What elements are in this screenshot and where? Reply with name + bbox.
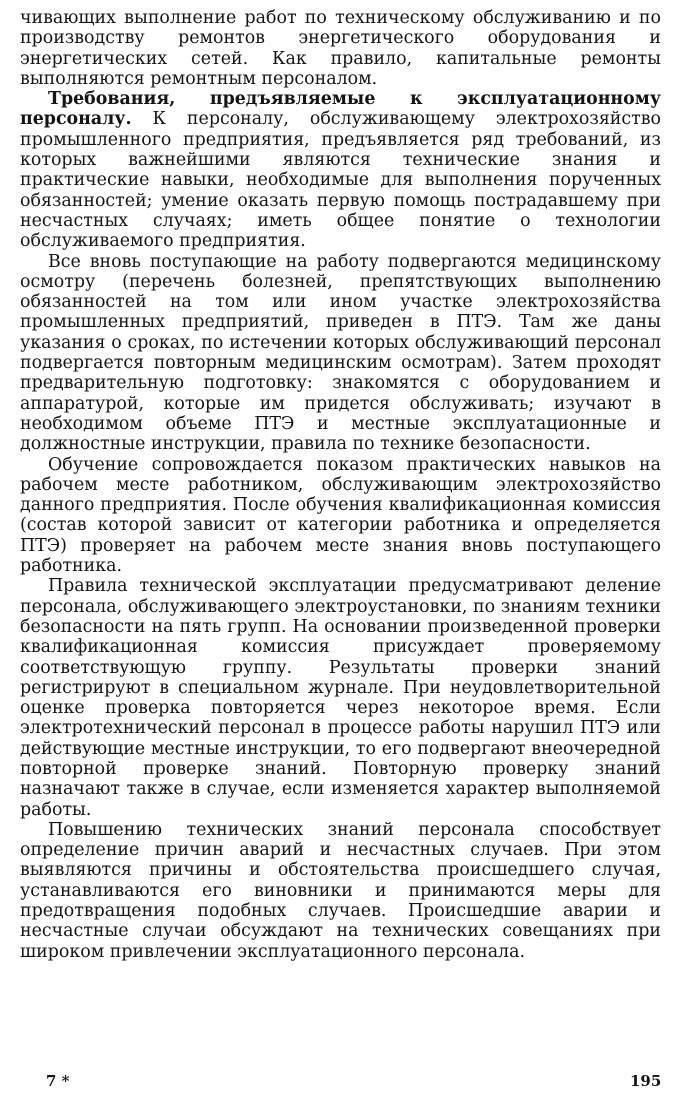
paragraph-4: Обучение сопровождается показом практических навыков на рабочем месте работником, обслуживающим электрохозяйство данного предприятия. После обучения квалификационная комиссия (состав которой зависит от категории работника и определяется ПТЭ) проверяет на рабочем месте знания вновь поступающего работника.	[20, 454, 661, 577]
paragraph-6: Повышению технических знаний персонала способствует определение причин аварий и несчастных случаев. При этом выявляются причины и обстоятельства происшедшего случая, устанавливаются его виновники и принимаются меры для предотвращения подобных случаев. Происшедшие аварии и несчастные случаи обсуждают на технических совещаниях при широком привлечении эксплуатационного персонала.	[20, 819, 661, 962]
page-body	[20, 8, 661, 962]
page-footer	[0, 1072, 676, 1094]
paragraph-5: Правила технической эксплуатации предусматривают деление персонала, обслуживающего электроустановки, по знаниям техники безопасности на пять групп. На основании произведенной проверки квалификационная комиссия присуждает проверяемому соответствующую группу. Результаты проверки знаний регистрируют в специальном журнале. При неудовлетворительной оценке проверка повторяется через некоторое время. Если электротехнический персонал в процессе работы нарушил ПТЭ или действующие местные инструкции, то его подвергают внеочередной повторной проверке знаний. Повторную проверку знаний назначают также в случае, если изменяется характер выполняемой работы.	[20, 576, 661, 820]
paragraph-2-text: К персоналу, обслуживающему электрохозяйство промышленного предприятия, предъявляется ряд требований, из которых важнейшими являются технические знания и практические навыки, необходимые для выполнения порученных обязанностей; умение оказать первую помощь пострадавшему при несчастных случаях; иметь общее понятие о технологии обслуживаемого предприятия.	[20, 109, 661, 252]
page-number: 195	[630, 1072, 662, 1090]
paragraph-3: Все вновь поступающие на работу подвергаются медицинскому осмотру (перечень болезней, препятствующих выполнению обязанностей на том или ином участке электрохозяйства промышленных предприятий, приведен в ПТЭ. Там же даны указания о сроках, по истечении которых обслуживающий персонал подвергается повторным медицинским осмотрам). Затем проходят предварительную подготовку: знакомятся с оборудованием и аппаратурой, которые им придется обслуживать; изучают в необходимом объеме ПТЭ и местные эксплуатационные и должностные инструкции, правила по технике безопасности.	[20, 251, 661, 455]
paragraph-2	[20, 89, 661, 251]
section-heading: Требования, предъявляемые к эксплуатационному персоналу.	[20, 89, 661, 130]
paragraph-1: чивающих выполнение работ по техническому обслуживанию и по производству ремонтов энергетического оборудования и энергетических сетей. Как правило, капитальные ремонты выполняются ремонтным персоналом.	[20, 8, 661, 89]
signature-mark: 7 *	[46, 1072, 70, 1090]
